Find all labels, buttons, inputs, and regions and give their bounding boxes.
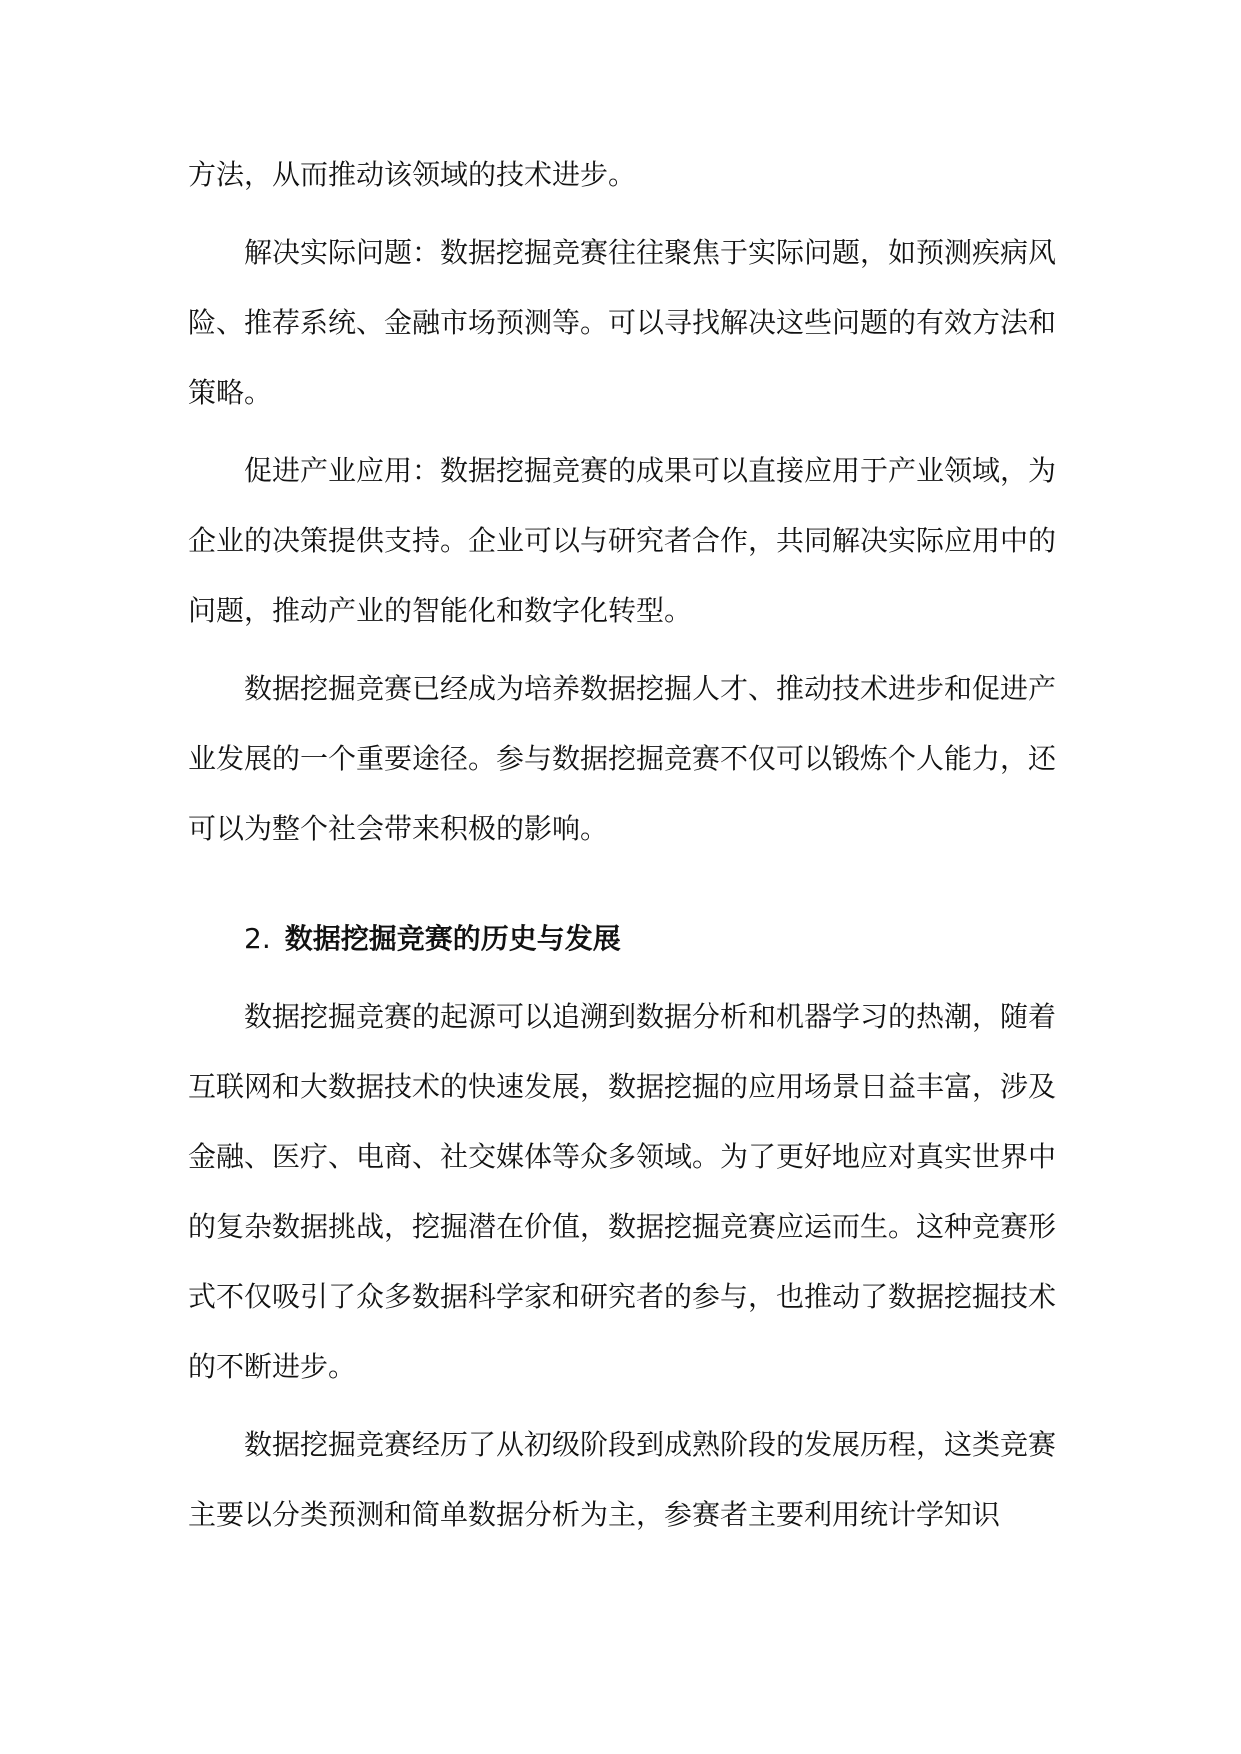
paragraph: 解决实际问题：数据挖掘竞赛往往聚焦于实际问题，如预测疾病风险、推荐系统、金融市场预测等。可以寻找解决这些问题的有效方法和策略。 bbox=[188, 236, 1057, 409]
section-number: 2. bbox=[244, 922, 271, 955]
paragraph: 数据挖掘竞赛的起源可以追溯到数据分析和机器学习的热潮，随着互联网和大数据技术的快速发展，数据挖掘的应用场景日益丰富，涉及金融、医疗、电商、社交媒体等众多领域。为了更好地应对真实世界中的复杂数据挑战，挖掘潜在价值，数据挖掘竞赛应运而生。这种竞赛形式不仅吸引了众多数据科学家和研究者的参与，也推动了数据挖掘技术的不断进步。 bbox=[188, 1000, 1057, 1383]
paragraph: 方法，从而推动该领域的技术进步。 bbox=[188, 158, 637, 191]
document-body bbox=[188, 140, 1056, 1558]
paragraph: 数据挖掘竞赛经历了从初级阶段到成熟阶段的发展历程，这类竞赛主要以分类预测和简单数据分析为主，参赛者主要利用统计学知识 bbox=[188, 1428, 1057, 1531]
paragraph: 促进产业应用：数据挖掘竞赛的成果可以直接应用于产业领域，为企业的决策提供支持。企业可以与研究者合作，共同解决实际应用中的问题，推动产业的智能化和数字化转型。 bbox=[188, 454, 1057, 627]
section-heading bbox=[188, 904, 1056, 974]
paragraph: 数据挖掘竞赛已经成为培养数据挖掘人才、推动技术进步和促进产业发展的一个重要途径。参与数据挖掘竞赛不仅可以锻炼个人能力，还可以为整个社会带来积极的影响。 bbox=[188, 672, 1057, 845]
section-title: 数据挖掘竞赛的历史与发展 bbox=[284, 922, 621, 955]
